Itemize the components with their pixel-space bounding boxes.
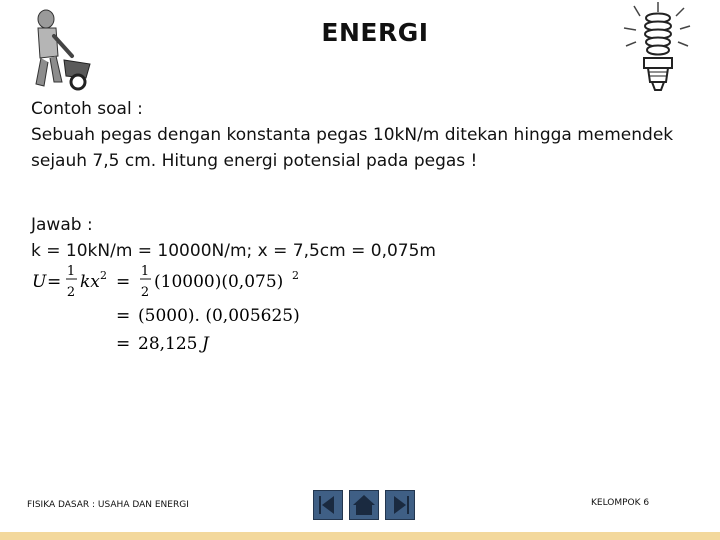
answer-heading: Jawab : <box>31 215 93 235</box>
eq-sq1: 2 <box>100 269 107 282</box>
eq-result-value: 28,125 <box>138 334 198 354</box>
footer-course-title: FISIKA DASAR : USAHA DAN ENERGI <box>27 500 189 510</box>
eq-step2: (5000). (0,005625) <box>138 306 300 326</box>
slide-body <box>31 96 701 264</box>
eq-lhs: U <box>32 272 47 292</box>
eq-equals-1: = <box>47 272 62 292</box>
eq-equals-2: = <box>116 272 131 292</box>
eq-frac1-den: 2 <box>66 285 76 300</box>
eq-result-unit: J <box>202 334 209 354</box>
previous-arrow-icon <box>314 491 342 519</box>
eq-frac2-num: 1 <box>140 264 150 279</box>
person-wheelbarrow-icon <box>28 6 92 94</box>
previous-slide-button[interactable] <box>313 490 343 520</box>
home-button[interactable] <box>349 490 379 520</box>
bottom-accent-bar <box>0 532 720 540</box>
next-arrow-icon <box>386 491 414 519</box>
eq-sq2: 2 <box>292 269 299 282</box>
next-slide-button[interactable] <box>385 490 415 520</box>
example-heading: Contoh soal : <box>31 99 143 119</box>
eq-frac1-num: 1 <box>66 264 76 279</box>
eq-equals-4: = <box>116 334 131 354</box>
eq-kx: kx <box>80 272 100 292</box>
problem-text: Sebuah pegas dengan konstanta pegas 10kN/m ditekan hingga memendek sejauh 7,5 cm. Hitung energi potensial pada pegas ! <box>31 125 674 171</box>
eq-step1: (10000)(0,075) <box>154 272 284 292</box>
eq-frac2-den: 2 <box>140 285 150 300</box>
home-icon <box>350 491 378 519</box>
slide-title: ENERGI <box>321 18 429 47</box>
eq-equals-3: = <box>116 306 131 326</box>
lightbulb-icon <box>618 2 694 96</box>
given-values: k = 10kN/m = 10000N/m; x = 7,5cm = 0,075m <box>31 241 436 261</box>
energy-equation <box>30 262 350 362</box>
footer-group-name: KELOMPOK 6 <box>591 498 650 508</box>
